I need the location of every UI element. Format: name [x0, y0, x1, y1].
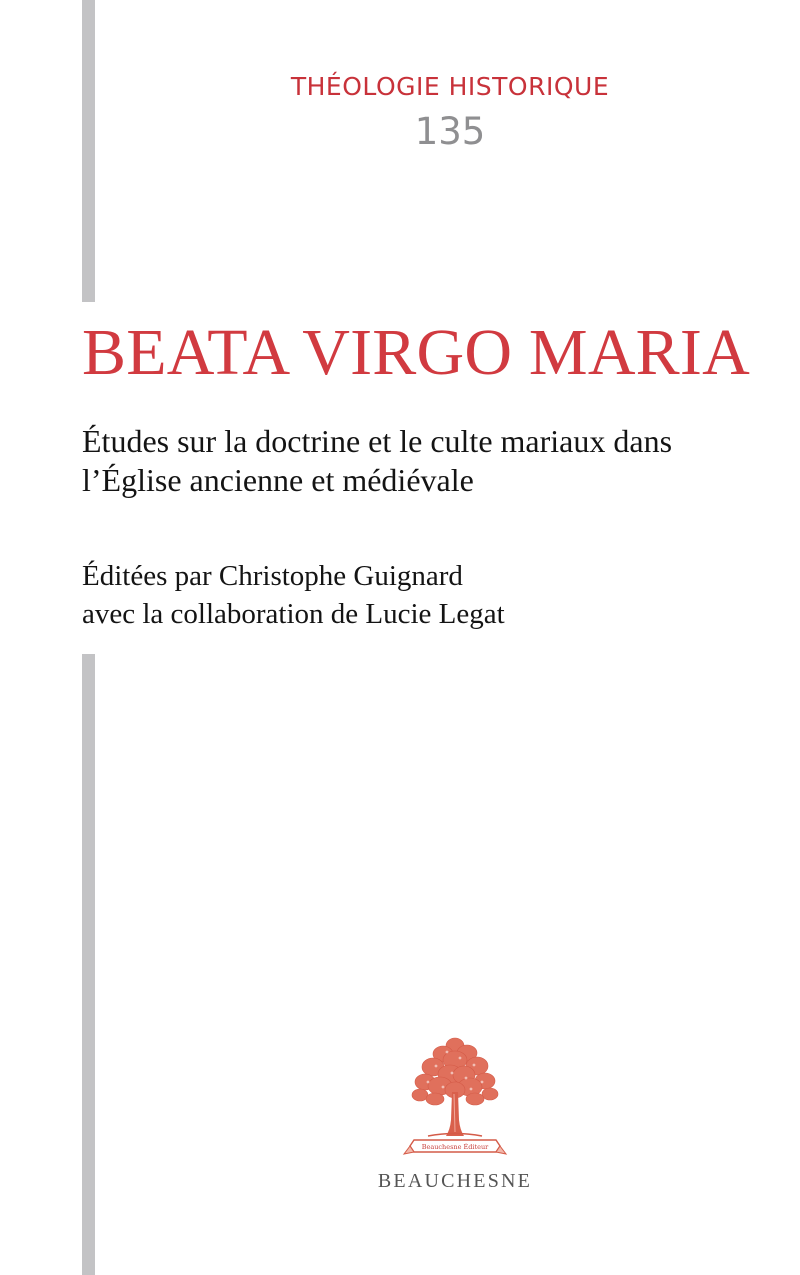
svg-text:Beauchesne Éditeur: Beauchesne Éditeur [421, 1143, 489, 1151]
editor-line: Éditées par Christophe Guignard [82, 560, 463, 592]
editor-line: avec la collaboration de Lucie Legat [82, 598, 505, 630]
subtitle-line: Études sur la doctrine et le culte mariaux dans [82, 423, 673, 459]
series-name: THÉOLOGIE HISTORIQUE [290, 72, 610, 101]
book-title: BEATA VIRGO MARIA [82, 316, 750, 389]
publisher-name: BEAUCHESNE [377, 1170, 533, 1192]
book-subtitle [82, 422, 792, 500]
series-number: 135 [414, 110, 486, 153]
subtitle-line: l’Église ancienne et médiévale [82, 462, 474, 498]
tree-logo-icon [400, 1032, 510, 1162]
editors-credit [82, 557, 782, 633]
bottom-vertical-rule [82, 654, 95, 1275]
top-vertical-rule [82, 0, 95, 302]
